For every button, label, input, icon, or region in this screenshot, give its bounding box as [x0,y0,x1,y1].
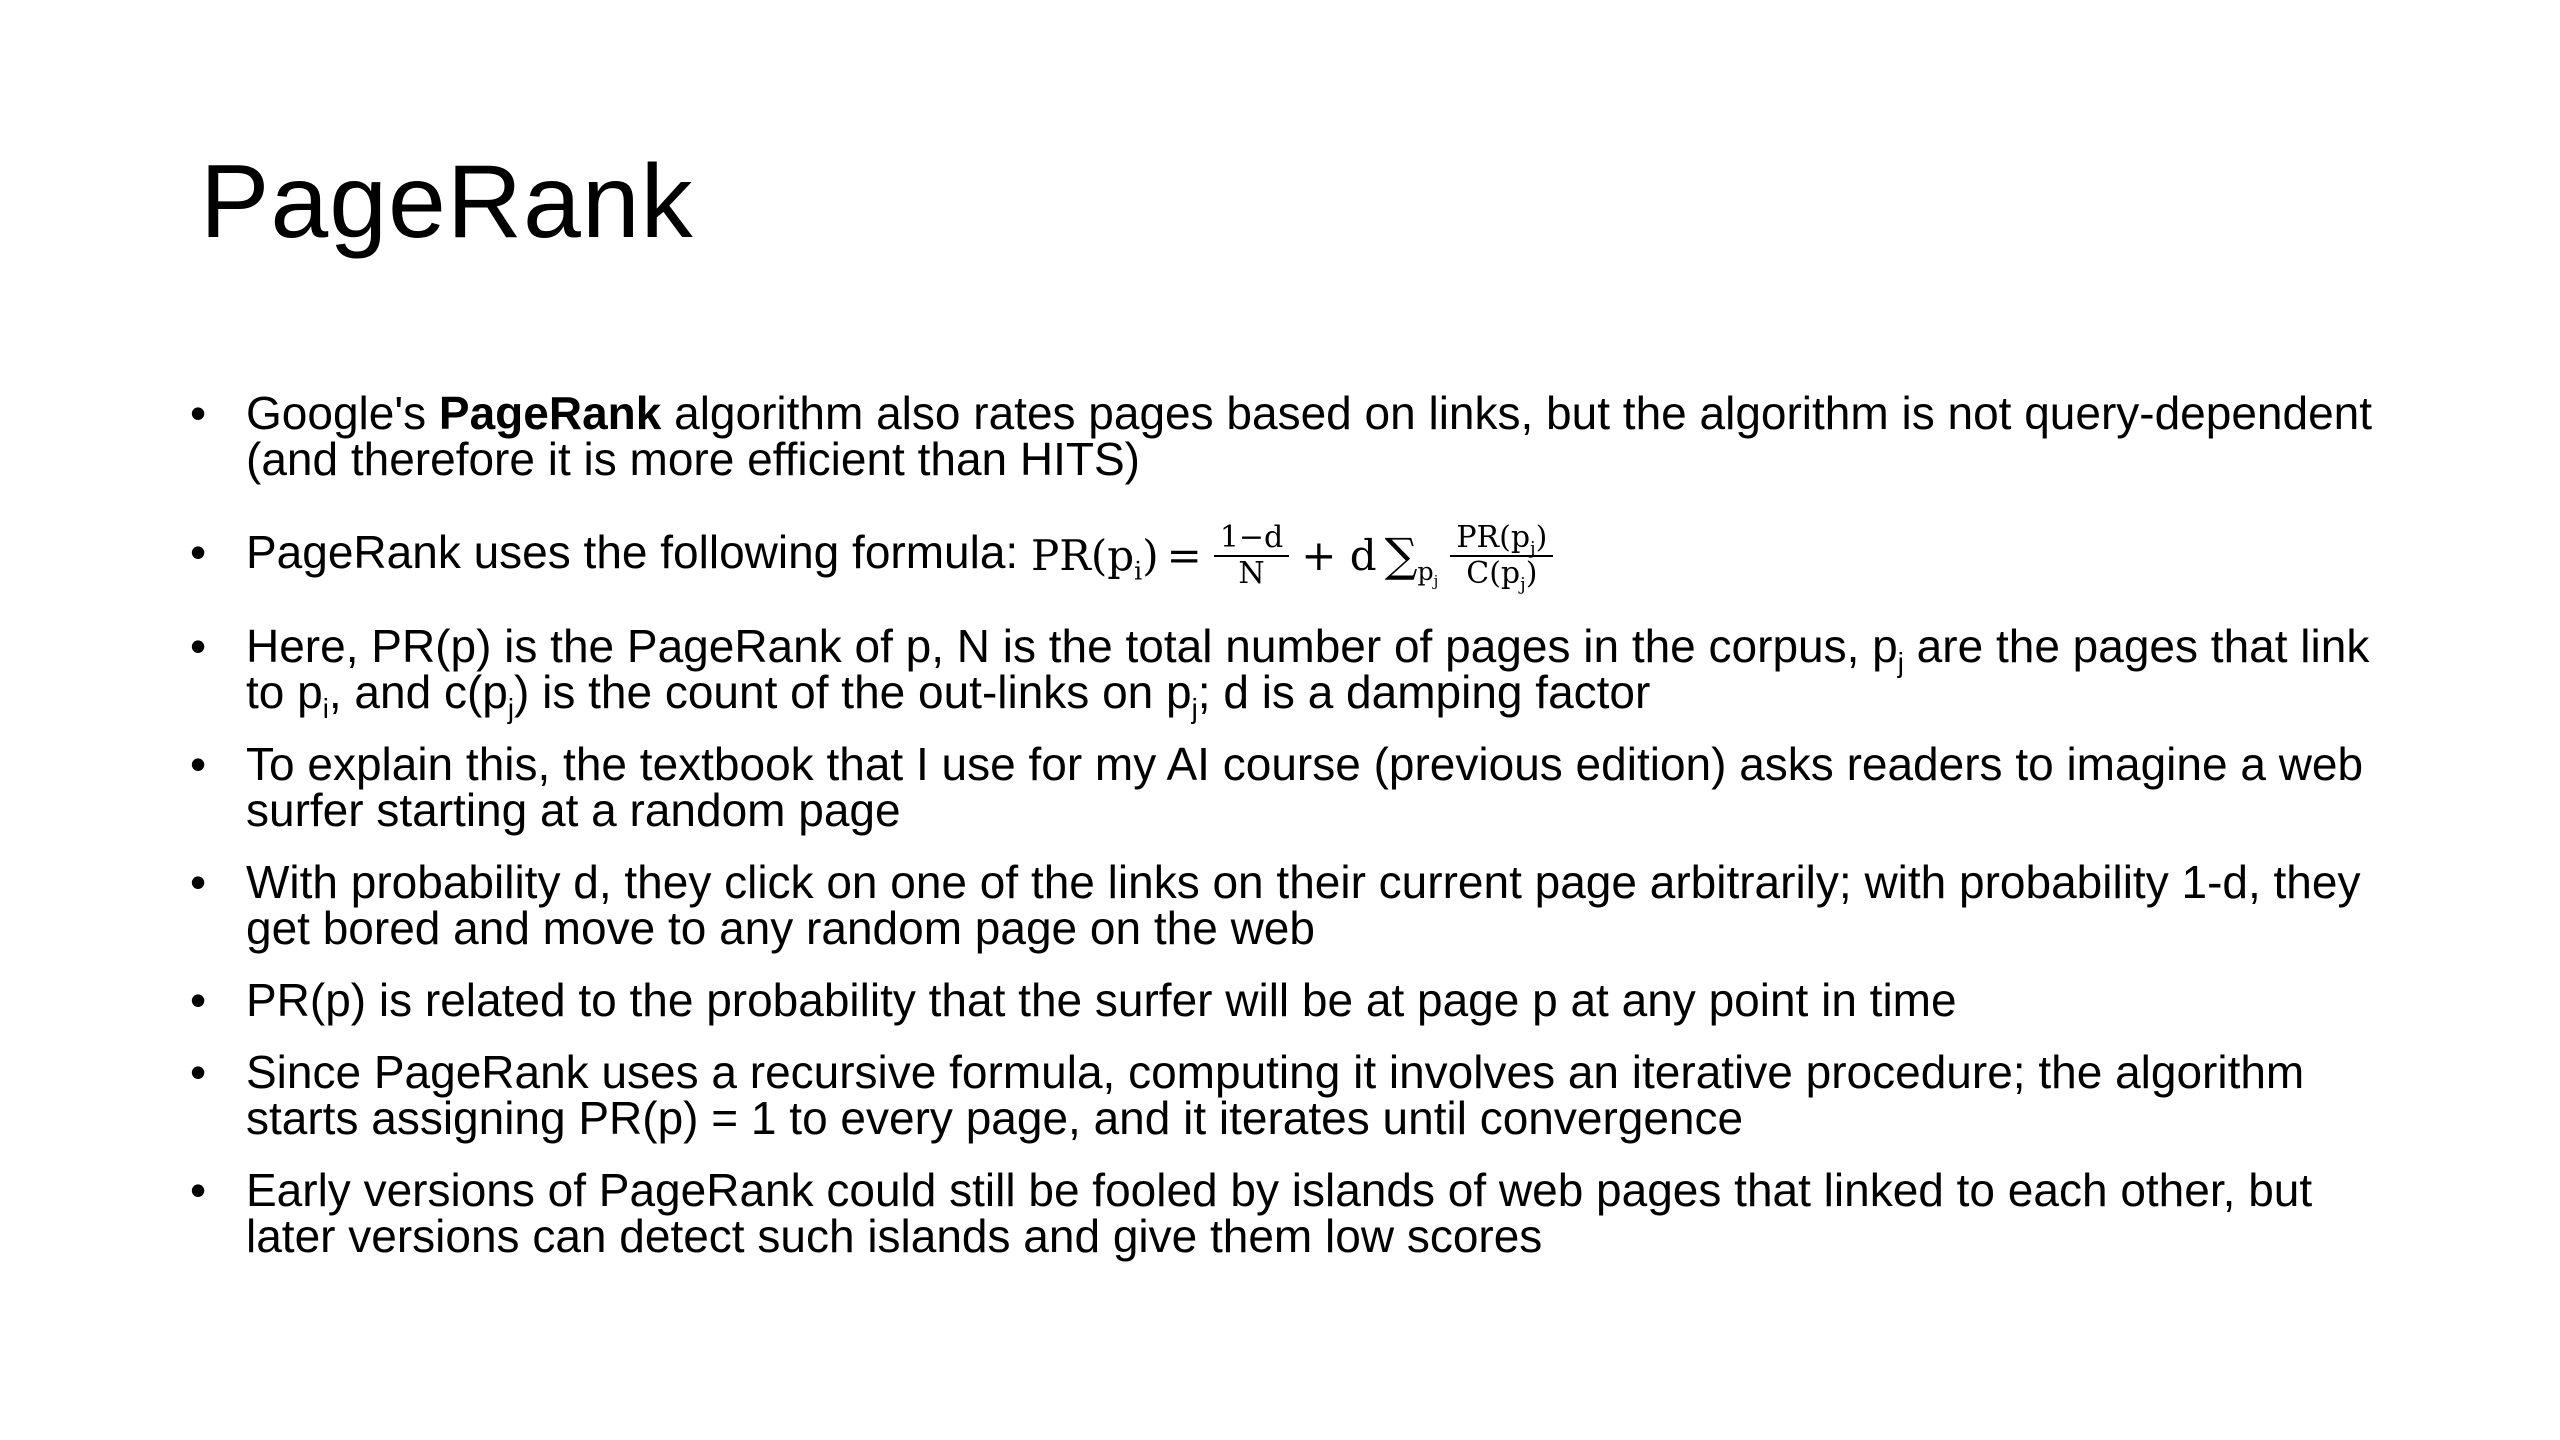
formula-plus-d: + d [1301,530,1377,580]
bullet-text: Google's [246,387,439,439]
bullet-item [190,387,2400,485]
formula-fraction-rank: $\frac{PR(p_j)}{C(p_j)}$ [1450,521,1553,591]
bullet-text: PageRank uses the following formula: [246,526,1031,578]
bullet-list [190,387,2400,1285]
formula-lhs: $PR(p_i)$ [1031,530,1159,586]
bullet-bold-term: PageRank [438,387,662,439]
formula-fraction-damping: $\frac{1-d}{N}$ [1214,521,1289,591]
bullet-item: • To explain this, the textbook that I use for my AI course (previous edition) asks readers to imagine a web surfer starting at a random page [190,741,2400,833]
slide-title: PageRank [200,144,694,260]
bullet-item-formula [190,502,2400,607]
bullet-item: • Early versions of PageRank could still be fooled by islands of web pages that linked to each other, but later versions can detect such islands and give them low scores [190,1167,2400,1259]
pagerank-formula [1031,505,1557,607]
bullet-item: • PR(p) is related to the probability that the surfer will be at page p at any point in time [190,977,2400,1023]
bullet-item: • Here, PR(p) is the PageRank of p, N is the total number of pages in the corpus, $p_j$ are the pages that link to $p_i$, and $c(p_j)$ is the count of the out-links on $p_j$; d is a damping factor [190,623,2400,715]
formula-equals: = [1166,530,1202,580]
formula-sum: $\sum_{p_j}$ [1384,527,1439,591]
bullet-text: algorithm also rates pages based on links, but the algorithm is not query-dependent (and therefore it is more efficient than HITS) [246,387,2373,485]
bullet-item: • Since PageRank uses a recursive formula, computing it involves an iterative procedure; the algorithm starts assigning PR(p) = 1 to every page, and it iterates until convergence [190,1049,2400,1141]
bullet-item: • With probability d, they click on one of the links on their current page arbitrarily; with probability 1-d, they get bored and move to any random page on the web [190,859,2400,951]
